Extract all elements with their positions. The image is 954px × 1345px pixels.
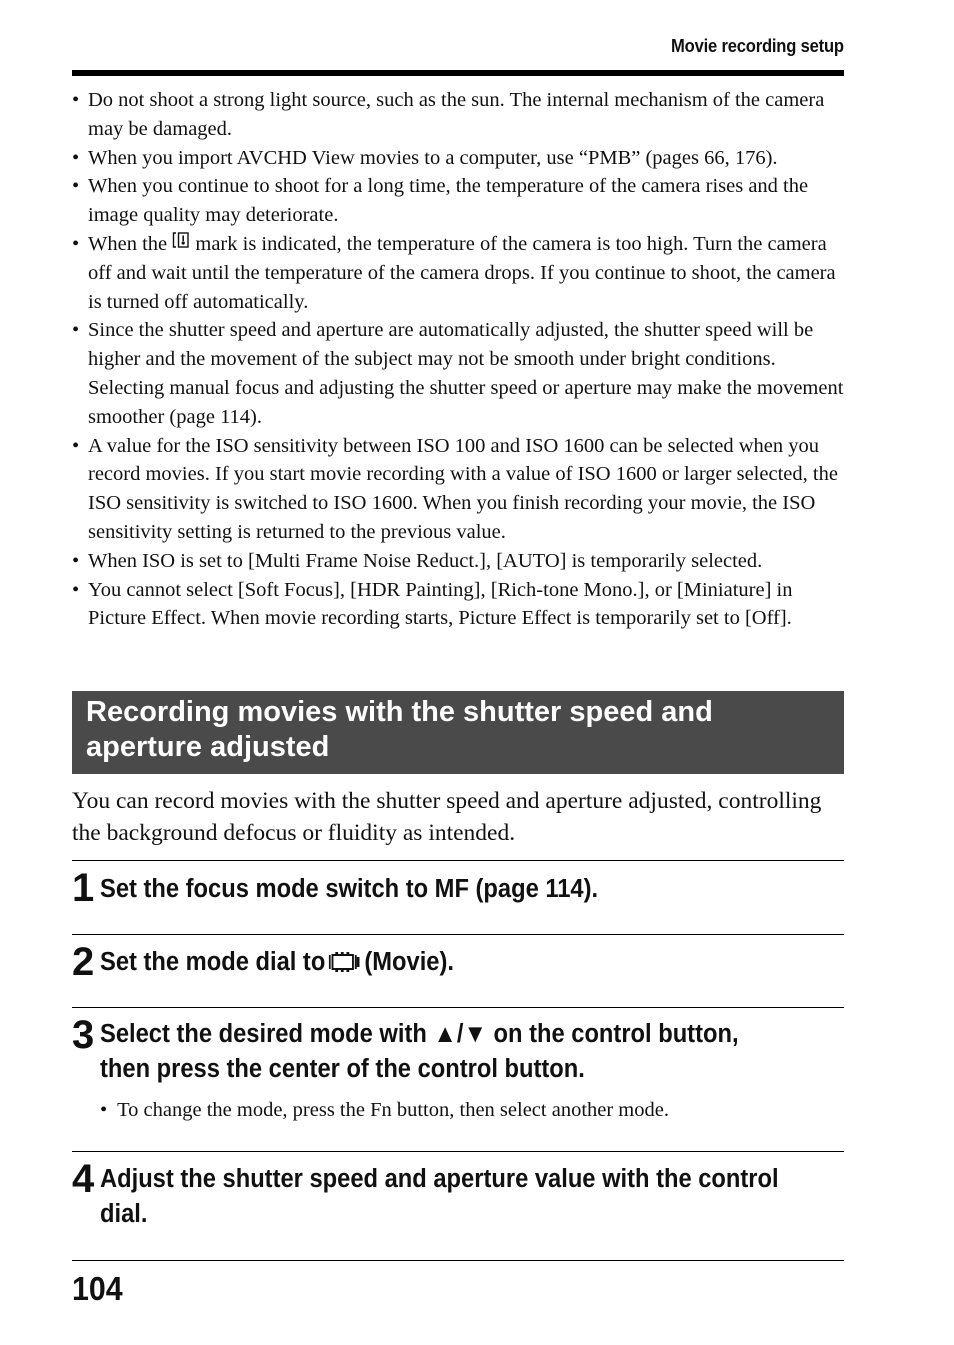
step-number: 3	[72, 1013, 95, 1057]
note-item: • Do not shoot a strong light source, such as the sun. The internal mechanism of the camera may be damaged.	[72, 89, 825, 140]
note-item: • When the mark is indicated, the temperature of the camera is too high. Turn the camera off and wait until the temperature of the camera drops. If you continue to shoot, the camera is turned off automatically.	[72, 230, 844, 316]
notes-list	[72, 86, 844, 633]
note-text: A value for the ISO sensitivity between ISO 100 and ISO 1600 can be selected when you record movies. If you start movie recording with a value of ISO 1600 or larger selected, the ISO sensitivity is switched to ISO 1600. When you finish recording your movie, the ISO sensitivity setting is returned to the previous value.	[88, 434, 838, 543]
note-item: • Since the shutter speed and aperture are automatically adjusted, the shutter speed will be higher and the movement of the subject may not be smooth under bright conditions. Selecting manual focus and adjusting the shutter speed or aperture may make the movement smoother (page 114).	[72, 319, 844, 428]
note-text: When you continue to shoot for a long time, the temperature of the camera rises and the image quality may deteriorate.	[88, 175, 809, 227]
note-text: Do not shoot a strong light source, such as the sun. The internal mechanism of the camera may be damaged.	[88, 89, 825, 140]
step-number: 4	[72, 1157, 95, 1201]
note-text: When ISO is set to [Multi Frame Noise Reduct.], [AUTO] is temporarily selected.	[88, 549, 763, 572]
note-item: • When you continue to shoot for a long time, the temperature of the camera rises and the image quality may deteriorate.	[72, 175, 809, 227]
step-text: Adjust the shutter speed and aperture value with the control dial.	[100, 1165, 779, 1228]
footer-rule	[72, 1260, 844, 1261]
note-text-before: When the	[88, 232, 168, 255]
running-header: Movie recording setup	[671, 36, 844, 56]
note-item: • When you import AVCHD View movies to a computer, use “PMB” (pages 66, 176).	[72, 146, 778, 169]
step-text: Set the focus mode switch to MF (page 114).	[100, 875, 599, 903]
note-item: • A value for the ISO sensitivity between ISO 100 and ISO 1600 can be selected when you record movies. If you start movie recording with a value of ISO 1600 or larger selected, the ISO sensitivity is switched to ISO 1600. When you finish recording your movie, the ISO sensitivity setting is returned to the previous value.	[72, 434, 838, 543]
step-divider	[72, 1007, 844, 1008]
note-text-after: mark is indicated, the temperature of the camera is too high. Turn the camera off and wait until the temperature of the camera drops. If you continue to shoot, the camera is turned off automatically.	[88, 232, 836, 313]
note-item: • When ISO is set to [Multi Frame Noise Reduct.], [AUTO] is temporarily selected.	[72, 549, 763, 572]
note-text: You cannot select [Soft Focus], [HDR Painting], [Rich-tone Mono.], or [Miniature] in Picture Effect. When movie recording starts, Picture Effect is temporarily set to [Off].	[88, 578, 793, 630]
section-heading: Recording movies with the shutter speed and aperture adjusted	[72, 691, 844, 774]
step-text: Select the desired mode with ▲/▼ on the control button, then press the center of the control button.	[100, 1020, 739, 1083]
temperature-warning-icon	[172, 230, 190, 259]
step-number: 1	[72, 866, 95, 910]
step-text: Set the mode dial to (Movie).	[100, 945, 792, 983]
section-intro: You can record movies with the shutter speed and aperture adjusted, controlling the background defocus or fluidity as intended.	[72, 788, 822, 846]
step-divider	[72, 1151, 844, 1152]
note-text: Since the shutter speed and aperture are automatically adjusted, the shutter speed will be higher and the movement of the subject may not be smooth under bright conditions. Selecting manual focus and adjusting the shutter speed or aperture may make the movement smoother (page 114).	[88, 319, 844, 428]
step-divider	[72, 860, 844, 861]
page-number: 104	[72, 1270, 123, 1307]
header-rule	[72, 70, 844, 76]
step-note: • To change the mode, press the Fn button, then select another mode.	[100, 1099, 669, 1121]
movie-mode-icon	[329, 948, 361, 983]
step-number: 2	[72, 940, 95, 984]
note-text: When you import AVCHD View movies to a computer, use “PMB” (pages 66, 176).	[88, 146, 778, 169]
note-item: • You cannot select [Soft Focus], [HDR Painting], [Rich-tone Mono.], or [Miniature] in Picture Effect. When movie recording starts, Picture Effect is temporarily set to [Off].	[72, 578, 793, 630]
step-divider	[72, 934, 844, 935]
